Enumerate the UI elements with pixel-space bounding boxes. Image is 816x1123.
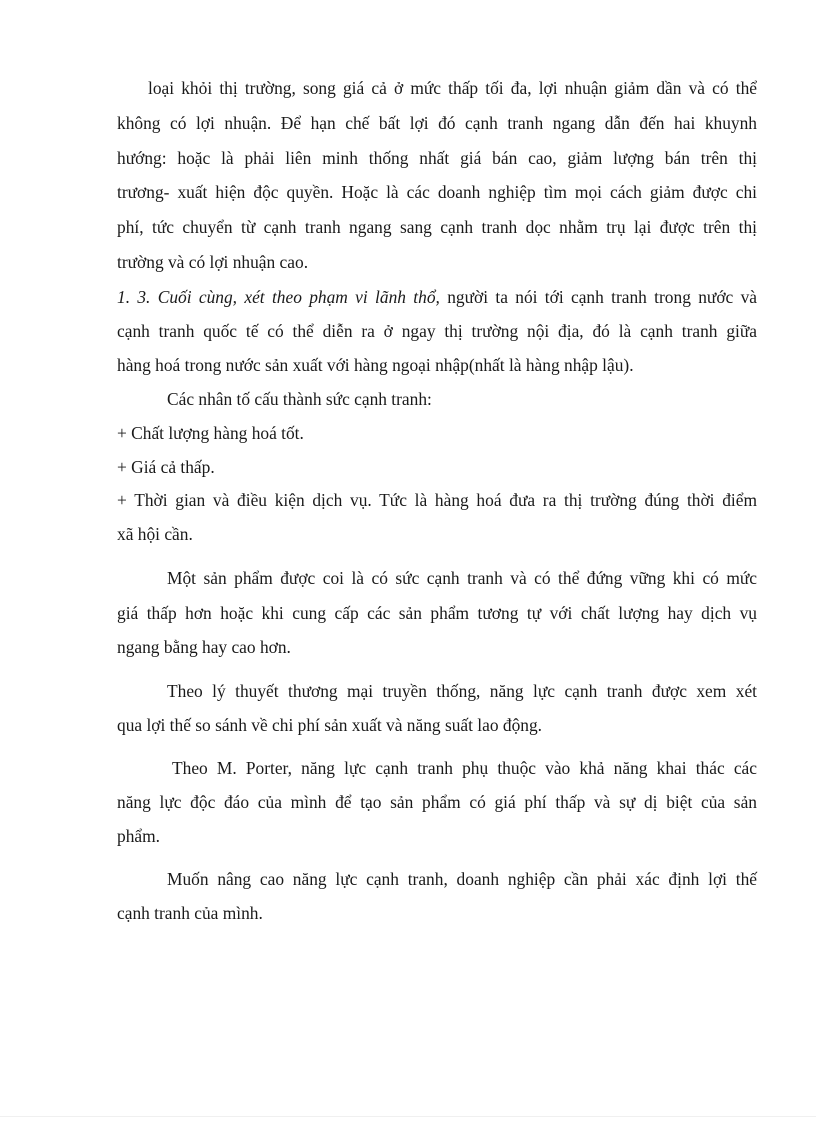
paragraph-line: năng lực độc đáo của mình để tạo sản phẩm có giá phí thấp và sự dị biệt của sản: [117, 792, 757, 812]
paragraph-line: ngang bằng hay cao hơn.: [117, 637, 291, 657]
paragraph-line: qua lợi thế so sánh về chi phí sản xuất và năng suất lao động.: [117, 715, 543, 735]
list-item: + Thời gian và điều kiện dịch vụ. Tức là hàng hoá đưa ra thị trường đúng thời điểm: [117, 490, 757, 510]
paragraph-line: giá thấp hơn hoặc khi cung cấp các sản phẩm tương tự với chất lượng hay dịch vụ: [117, 603, 757, 623]
paragraph-line: loại khỏi thị trường, song giá cả ở mức thấp tối đa, lợi nhuận giảm dần và có thể: [148, 78, 757, 98]
paragraph-line: trường và có lợi nhuận cao.: [117, 252, 309, 272]
section-1-3-text: người ta nói tới cạnh tranh trong nước và: [447, 287, 757, 307]
paragraph-line: trương- xuất hiện độc quyền. Hoặc là các doanh nghiệp tìm mọi cách giảm được chi: [117, 182, 757, 202]
paragraph-line: cạnh tranh của mình.: [117, 903, 263, 923]
paragraph-line: Một sản phẩm được coi là có sức cạnh tranh và có thể đứng vững khi có mức: [167, 568, 757, 588]
paragraph-line: phẩm.: [117, 826, 160, 846]
list-intro: Các nhân tố cấu thành sức cạnh tranh:: [167, 389, 432, 409]
page-bottom-edge: [0, 1116, 816, 1117]
paragraph-line: Theo lý thuyết thương mại truyền thống, năng lực cạnh tranh được xem xét: [167, 681, 757, 701]
paragraph-line: không có lợi nhuận. Để hạn chế bất lợi đó cạnh tranh ngang dẫn đến hai khuynh: [117, 113, 757, 133]
paragraph-line: phí, tức chuyển từ cạnh tranh ngang sang cạnh tranh dọc nhằm trụ lại được trên thị: [117, 217, 757, 237]
paragraph-line: Theo M. Porter, năng lực cạnh tranh phụ thuộc vào khả năng khai thác các: [172, 758, 757, 778]
list-item-continuation: xã hội cần.: [117, 524, 193, 544]
list-item: + Giá cả thấp.: [117, 457, 215, 477]
list-item: + Chất lượng hàng hoá tốt.: [117, 423, 304, 443]
paragraph-line: hàng hoá trong nước sản xuất với hàng ngoại nhập(nhất là hàng nhập lậu).: [117, 355, 634, 375]
section-1-3-heading: 1. 3. Cuối cùng, xét theo phạm vi lãnh thổ,: [117, 287, 440, 307]
paragraph-line: cạnh tranh quốc tế có thể diễn ra ở ngay thị trường nội địa, đó là cạnh tranh giữa: [117, 321, 757, 341]
section-1-3-line: [117, 285, 757, 309]
paragraph-line: hướng: hoặc là phải liên minh thống nhất giá bán cao, giảm lượng bán trên thị: [117, 148, 757, 168]
paragraph-line: Muốn nâng cao năng lực cạnh tranh, doanh nghiệp cần phải xác định lợi thế: [167, 869, 757, 889]
